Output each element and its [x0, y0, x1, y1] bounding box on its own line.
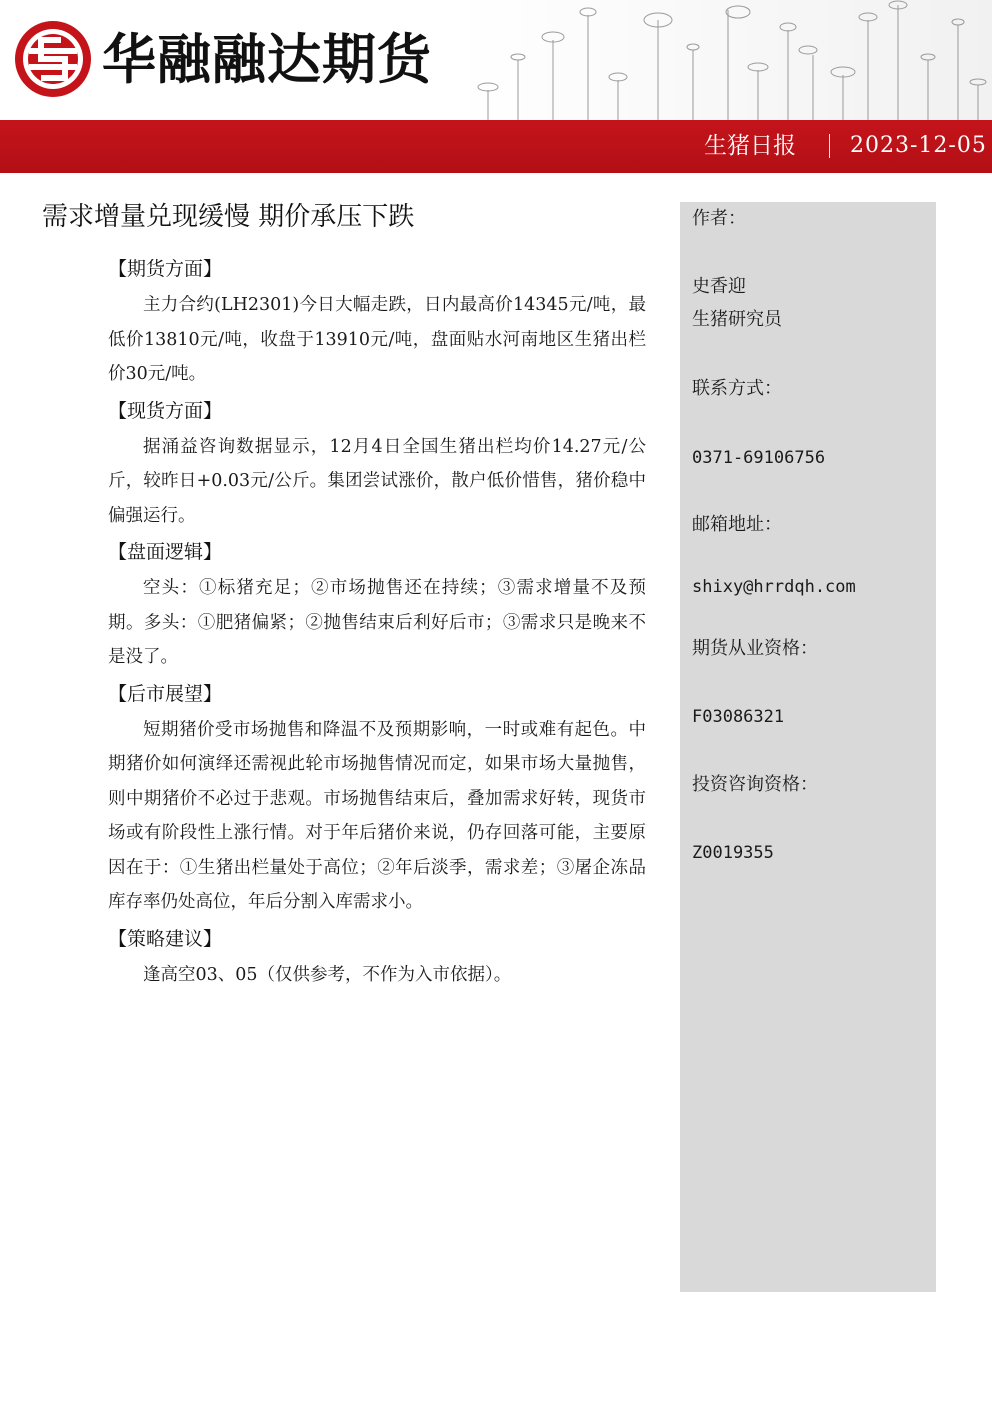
section-paragraph: 据涌益咨询数据显示，12月4日全国生猪出栏均价14.27元/公斤，较昨日+0.03元/公斤。集团尝试涨价，散户低价惜售，猪价稳中偏强运行。 [108, 436, 646, 526]
author-name: 史香迎 [692, 276, 746, 297]
brand-name: 华融融达期货 [102, 28, 432, 91]
section-paragraph: 逢高空03、05（仅供参考，不作为入市依据）。 [143, 964, 512, 985]
author-label: 作者： [692, 208, 746, 229]
phone-number: 0371-69106756 [692, 448, 826, 468]
report-date: 2023-12-05 [850, 133, 987, 158]
report-banner [0, 120, 992, 173]
section-heading: 【现货方面】 [108, 399, 223, 422]
header-decoration [458, 0, 992, 120]
email-label: 邮箱地址： [692, 514, 782, 535]
report-type: 生猪日报 [704, 133, 796, 159]
article-body [108, 254, 646, 996]
article-title: 需求增量兑现缓慢 期价承压下跌 [42, 202, 415, 232]
futures-cert-number: F03086321 [692, 707, 785, 727]
section-heading: 【盘面逻辑】 [108, 541, 223, 563]
section-paragraph: 主力合约(LH2301)今日大幅走跌，日内最高价14345元/吨，最低价13810元/吨，收盘于13910元/吨，盘面贴水河南地区生猪出栏价30元/吨。 [108, 295, 646, 384]
consult-cert-number: Z0019355 [692, 843, 774, 863]
section-heading: 【后市展望】 [108, 682, 223, 705]
banner-separator [829, 134, 830, 158]
header [0, 0, 992, 120]
consult-cert-label: 投资咨询资格： [692, 774, 818, 795]
section-heading: 【策略建议】 [108, 927, 223, 950]
futures-cert-label: 期货从业资格： [692, 638, 818, 659]
contact-label: 联系方式： [692, 378, 782, 399]
author-sidebar [680, 202, 936, 1292]
company-logo [12, 18, 94, 100]
author-role: 生猪研究员 [692, 309, 782, 330]
section-paragraph: 空头：①标猪充足；②市场抛售还在持续；③需求增量不及预期。多头：①肥猪偏紧；②抛售结束后利好后市；③需求只是晚来不是没了。 [108, 578, 646, 667]
section-heading: 【期货方面】 [108, 258, 223, 280]
section-paragraph: 短期猪价受市场抛售和降温不及预期影响，一时或难有起色。中期猪价如何演绎还需视此轮市场抛售情况而定，如果市场大量抛售，则中期猪价不必过于悲观。市场抛售结束后，叠加需求好转，现货市场或有阶段性上涨行情。对于年后猪价来说，仍存回落可能，主要原因在于：①生猪出栏量处于高位；②年后淡季，需求差；③屠企冻品库存率仍处高位，年后分割入库需求小。 [108, 719, 646, 912]
email-address[interactable]: shixy@hrrdqh.com [692, 577, 856, 597]
